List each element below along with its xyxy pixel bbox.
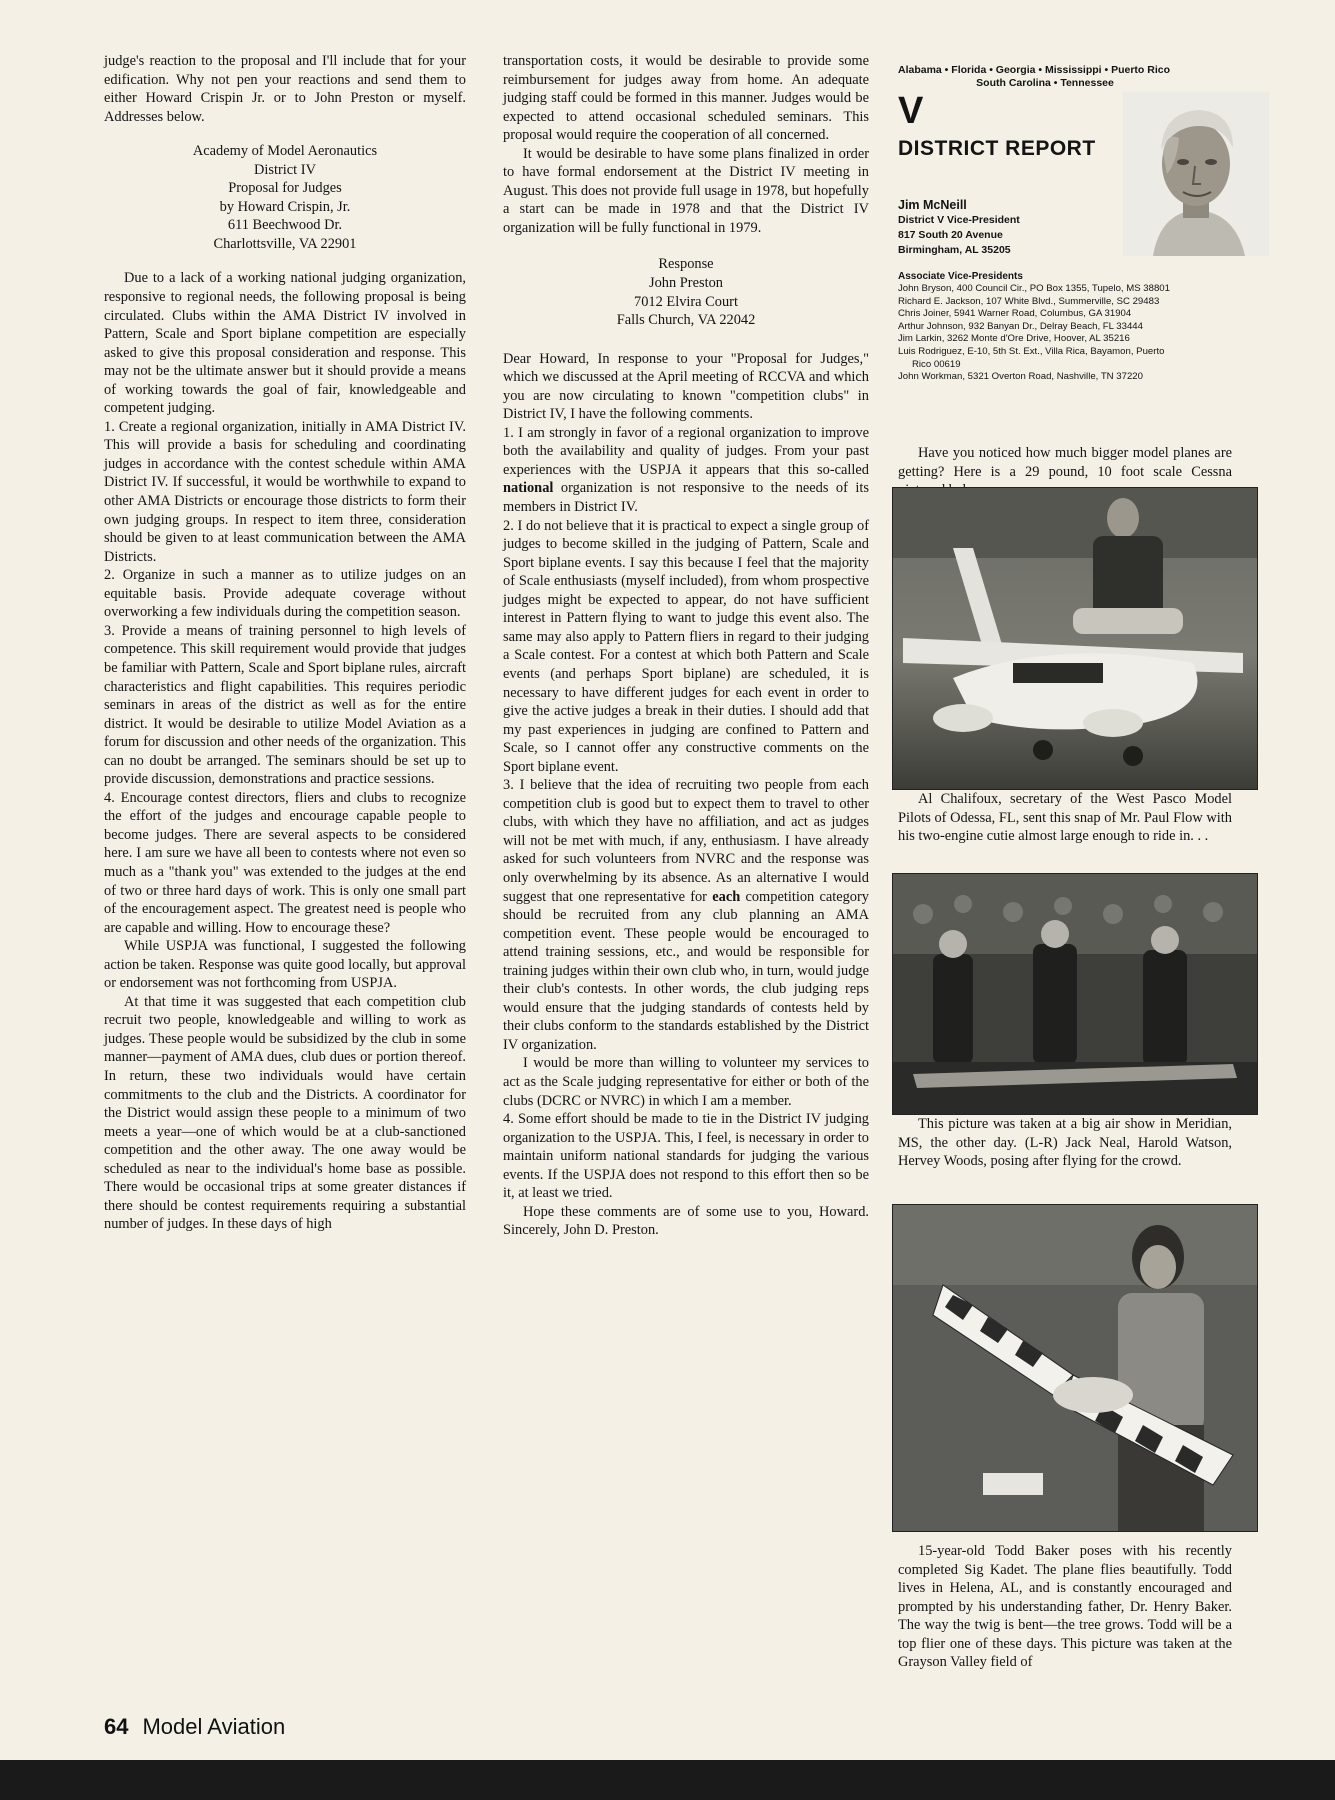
response-item-4: 4. Some effort should be made to tie in the District IV judging organization to the USPJA. This, I feel, is necessary in order to maintain uniform national standards for judging the various events. If the USPJA does not respond to this effort then so be it, at least we tried. <box>503 1111 869 1202</box>
address-line: District IV <box>254 161 316 178</box>
paragraph-closing: Hope these comments are of some use to you, Howard. Sincerely, John D. Preston. <box>503 1203 869 1239</box>
associate-vp: John Bryson, 400 Council Cir., PO Box 1355, Tupelo, MS 38801 <box>898 283 1170 294</box>
response-item-3 <box>503 776 869 1054</box>
caption-air-show-text: This picture was taken at a big air show in Meridian, MS, the other day. (L-R) Jack Neal, Harold Watson, Hervey Woods, posing after flying for the crowd. <box>898 1116 1232 1170</box>
address-line: by Howard Crispin, Jr. <box>219 198 351 215</box>
states-line-1: Alabama • Florida • Georgia • Mississippi • Puerto Rico <box>898 64 1171 76</box>
response-item-3-text: 3. I believe that the idea of recruiting two people from each competition club is good but to expect them to travel to other clubs, with which they have no affiliation, and act as judges will not be met with much, if any, enthusiasm. I have already asked for such volunteers from NVRC and the response was only overwhelming by its absence. As an alternative I would suggest that one representative for <box>503 777 869 905</box>
associate-vp: Jim Larkin, 3262 Monte d'Ore Drive, Hoover, AL 35216 <box>898 333 1130 345</box>
magazine-name: Model Aviation <box>142 1714 286 1739</box>
associate-vps-list <box>898 283 1232 384</box>
emphasis-each: each <box>712 888 741 905</box>
address-line: Proposal for Judges <box>228 180 342 197</box>
paragraph-intro: judge's reaction to the proposal and I'll include that for your edification. Why not pen your reactions and send them to either Howard Crispin Jr. or to John Preston or myself. Addresses below. <box>104 53 466 125</box>
district-report-heading: DISTRICT REPORT <box>898 137 1096 160</box>
states-line-2: South Carolina • Tennessee <box>976 77 1114 89</box>
proposal-item-2: 2. Organize in such a manner as to utilize judges on an equitable basis. Provide adequate coverage without overworking a few individuals during the competition season. <box>104 567 466 621</box>
vp-city: Birmingham, AL 35205 <box>898 244 1011 256</box>
todd-baker-photo <box>892 1204 1258 1532</box>
paragraph-due: Due to a lack of a working national judging organization, responsive to regional needs, the following proposal is being circulated. Clubs within the AMA District IV involved in Pattern, Scale and Sport biplane competition are especially asked to give this proposal consideration and response. This may not be the ultimate answer but it should provide a means of working towards the goal of fair, knowledgeable and competent judging. <box>104 270 466 417</box>
proposal-item-1: 1. Create a regional organization, initially in AMA District IV. This will provide a basis for scheduling and coordinating judges in accordance with the contest schedule within AMA District IV. If successful, it would be worthwhile to expand to other AMA Districts or encourage those districts to form their own judging groups. In respect to item three, consideration should be given to at least communication between the AMA Districts. <box>104 418 466 565</box>
caption-air-show <box>898 1115 1232 1171</box>
emphasis-national: national <box>503 480 554 497</box>
page-folio <box>104 1714 285 1740</box>
proposal-address-block <box>104 142 466 253</box>
associate-vps-heading: Associate Vice-Presidents <box>898 271 1023 282</box>
district-numeral: V <box>898 90 924 132</box>
vp-street: 817 South 20 Avenue <box>898 229 1003 241</box>
associate-vp: Richard E. Jackson, 107 White Blvd., Summerville, SC 29483 <box>898 295 1160 307</box>
associate-vp: Chris Joiner, 5941 Warner Road, Columbus, GA 31904 <box>898 308 1132 320</box>
response-item-1 <box>503 424 869 517</box>
caption-cessna <box>898 790 1232 846</box>
column-2 <box>503 52 869 1240</box>
paragraph-transportation: transportation costs, it would be desirable to provide some reimbursement for judges away from home. An adequate judging staff could be formed in this manner. Judges would be expected to attend occasional scheduled seminars. This proposal would require the cooperation of all concerned. <box>503 53 869 144</box>
vp-title: District V Vice-President <box>898 214 1020 226</box>
proposal-item-3: 3. Provide a means of training personnel to high levels of competence. This skill requirement would provide that judges be familiar with Pattern, Scale and Sport biplane rules, aircraft characteristics and flight capabilities. This requires periodic seminars in areas of the district as well as for the entire district. It would be desirable to utilize Model Aviation as a forum for discussion and other needs of the organization. This can no doubt be arranged. The seminars should be set up to provide discussion, demonstrations and practice sessions. <box>104 622 466 788</box>
address-line: 7012 Elvira Court <box>634 293 738 310</box>
associate-vp: John Workman, 5321 Overton Road, Nashville, TN 37220 <box>898 371 1143 383</box>
response-item-3-text-end: competition category should be recruited from any club planning an AMA competition event. These people would be encouraged to attend training sessions, etc., and would be responsible for training judges within their own club who, in turn, would judge their club's contests. In other words, the club judging reps would ensure that the judging standards of contests held by their clubs conform to the standards established by the District IV organization. <box>503 888 869 1053</box>
page-number: 64 <box>104 1714 129 1739</box>
proposal-item-4: 4. Encourage contest directors, fliers and clubs to recognize the effort of the judges and encourage capable people to become judges. There are several aspects to be considered here. I am sure we have all been to contests where not even so much as a "thank you" was extended to the judges at the end of two or three hard days of work. This is only one small part of the encouragement aspect. The greatest need is people who are capable and willing. How to encourage these? <box>104 789 466 936</box>
paragraph-volunteer: I would be more than willing to volunteer my services to act as the Scale judging representative for either or both of the clubs (DCRC or NVRC) in which I am a member. <box>503 1055 869 1109</box>
caption-todd-baker <box>898 1542 1232 1672</box>
response-item-2: 2. I do not believe that it is practical to expect a single group of judges to become skilled in the judging of Pattern, Scale and Sport biplane events. I say this because I feel that the majority of Scale enthusiasts (myself included), from whom prospective judges might be expected to appear, do not have sufficient interest in Pattern flying to want to judge this event also. The same may also apply to Pattern fliers in regard to their judging a Scale contest. For a contest at which both Pattern and Scale events (and perhaps Sport biplane) are scheduled, it is necessary to have different judges for each event in order to give the active judges a break in their duties. I should add that my past experiences in judging are confined to Pattern and Scale, so I cannot offer any constructive comments on the Sport biplane event. <box>503 517 869 775</box>
report-intro-text: Have you noticed how much bigger model planes are getting? Here is a 29 pound, 10 foot scale Cessna <box>898 445 1232 480</box>
associate-vp: Luis Rodriguez, E-10, 5th St. Ext., Villa Rica, Bayamon, Puerto <box>898 345 1165 357</box>
address-line: John Preston <box>649 275 723 292</box>
scan-bottom-border <box>0 1760 1335 1800</box>
address-line: Response <box>658 256 714 273</box>
response-item-1-text: 1. I am strongly in favor of a regional organization to improve both the availability and quality of judges. From your past experiences with the USPJA it appears that this so-called <box>503 424 869 478</box>
column-1 <box>104 52 466 1234</box>
paragraph-plans: It would be desirable to have some plans finalized in order to have formal endorsement at the District IV meeting in August. This does not provide full usage in 1978, but hopefully a start can be made in 1978 and that the District IV organization will be fully functional in 1979. <box>503 145 869 236</box>
associate-vp-continued: Rico 00619 <box>912 358 961 370</box>
caption-todd-baker-text: 15-year-old Todd Baker poses with his recently completed Sig Kadet. The plane flies beautifully. Todd lives in Helena, AL, and is constantly encouraged and prompted by his understanding father, Dr. Henry Baker. The way the twig is bent—the tree grows. Todd will be a top flier one of these days. This picture was taken at the Grayson Valley field of <box>898 1543 1232 1671</box>
response-address-block <box>503 255 869 329</box>
response-item-1-text-end: organization is not responsive to the needs of its members in District IV. <box>503 480 869 516</box>
address-line: Falls Church, VA 22042 <box>616 312 756 329</box>
cessna-model-photo <box>892 487 1258 790</box>
paragraph-at-that-time: At that time it was suggested that each competition club recruit two people, knowledgeable and willing to work as judges. These people would be subsidized by the club in some manner—payment of AMA dues, club dues or portion thereof. In return, these two individuals would have certain commitments to the club and the Districts. A coordinator for the District would assign these people to a minimum of two meets a year—one of which would be at a club-sanctioned competition and the other away. The one away would be scheduled as near to the individual's home base as possible. There would be occasional trips at some greater distances if there should be contest requirements requiring a substantial number of judges. In these days of high <box>104 993 466 1233</box>
caption-cessna-text: Al Chalifoux, secretary of the West Pasco Model Pilots of Odessa, FL, sent this snap of Mr. Paul Flow with his two-engine cutie almost large enough to ride in. . . <box>898 791 1232 845</box>
vp-name: Jim McNeill <box>898 198 967 212</box>
associate-vp: Arthur Johnson, 932 Banyan Dr., Delray Beach, FL 33444 <box>898 320 1143 332</box>
paragraph-dear-howard: Dear Howard, In response to your "Proposal for Judges," which we discussed at the April meeting of RCCVA and which you are now circulating to known "competition clubs" in District IV, I have the following comments. <box>503 350 869 423</box>
address-line: Charlottsville, VA 22901 <box>213 235 357 252</box>
address-line: 611 Beechwood Dr. <box>227 217 343 234</box>
address-line: Academy of Model Aeronautics <box>192 143 378 160</box>
air-show-photo <box>892 873 1258 1115</box>
vp-portrait-photo <box>1123 92 1269 256</box>
paragraph-while: While USPJA was functional, I suggested the following action be taken. Response was quite good locally, but approval or endorsement was not forthcoming from USPJA. <box>104 938 466 992</box>
district-states <box>898 64 1232 90</box>
